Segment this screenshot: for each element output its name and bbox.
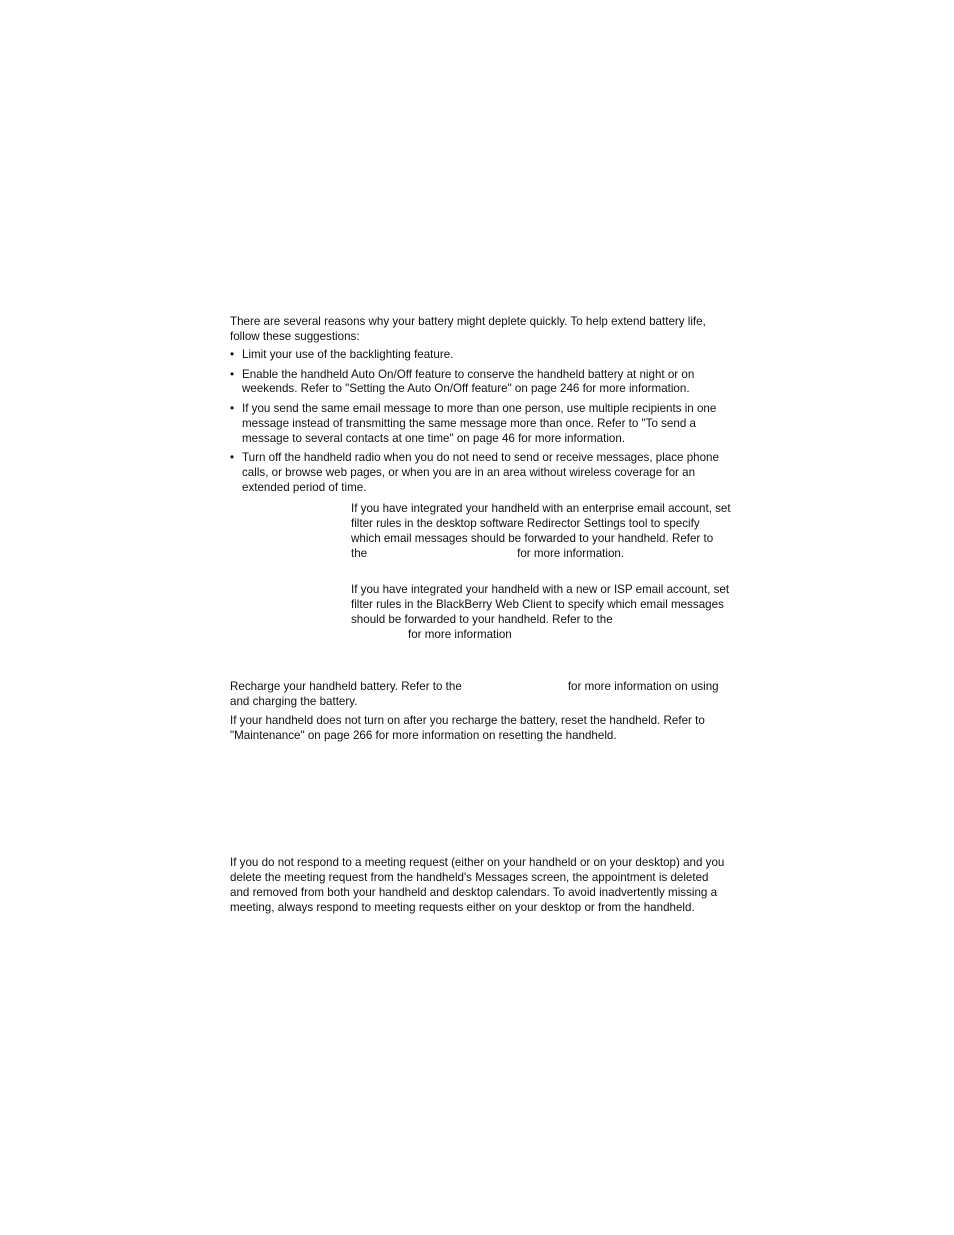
meeting-request-paragraph: If you do not respond to a meeting request (either on your handheld or on your desktop) and you delete the meeting request from the handheld's Messages screen, the appointment is deleted and removed from both your handheld and desktop calendars. To avoid inadvertently missing a meeting, always respond to meeting requests either on your desktop or from the handheld. [230, 856, 725, 914]
bullet-icon: • [230, 348, 235, 361]
bullet-icon: • [230, 451, 235, 465]
enterprise-filter-paragraph [351, 502, 731, 562]
list-item [230, 451, 730, 496]
intro-paragraph: There are several reasons why your battery might deplete quickly. To help extend battery life, follow these suggestions: [230, 315, 706, 343]
list-item [230, 348, 730, 363]
bullet-icon: • [230, 367, 235, 381]
recharge-paragraph [230, 680, 730, 710]
bullet-icon: • [230, 401, 235, 415]
list-item [230, 368, 730, 398]
recharge-tail: for more information on using [567, 680, 719, 693]
list-item [230, 402, 730, 447]
reset-paragraph: If your handheld does not turn on after you recharge the battery, reset the handheld. Refer to "Maintenance" on page 266 for more information on resetting the handheld. [230, 714, 705, 742]
list-item-text: Limit your use of the backlighting feature. [242, 348, 454, 361]
isp-tail: for more information [408, 627, 512, 641]
recharge-tail-line2: and charging the battery. [230, 694, 358, 708]
list-item-text: Enable the handheld Auto On/Off feature to conserve the handheld battery at night or on weekends. Refer to "Setting the Auto On/Off feature" on page 246 for more information. [242, 367, 695, 396]
enterprise-the: the [351, 546, 368, 560]
list-item-text: Turn off the handheld radio when you do not need to send or receive messages, place phone calls, or browse web pages, or when you are in an area without wireless coverage for an extended period of time. [242, 451, 719, 495]
isp-filter-paragraph [351, 583, 731, 643]
isp-filter-text: If you have integrated your handheld with a new or ISP email account, set filter rules in the BlackBerry Web Client to specify which email messages should be forwarded to your handheld. Refer to the [351, 583, 730, 626]
list-item-text: If you send the same email message to more than one person, use multiple recipients in one message instead of transmitting the same message more than once. Refer to "To send a message to several contacts at one time" on page 46 for more information. [242, 401, 717, 445]
enterprise-tail: for more information. [517, 546, 625, 560]
battery-tips-list [230, 348, 730, 501]
enterprise-filter-text: If you have integrated your handheld with an enterprise email account, set filter rules in the desktop software Redirector Settings tool to specify which email messages should be forwarded to your handheld. Refer to [351, 502, 731, 545]
recharge-text: Recharge your handheld battery. Refer to the [230, 680, 462, 693]
